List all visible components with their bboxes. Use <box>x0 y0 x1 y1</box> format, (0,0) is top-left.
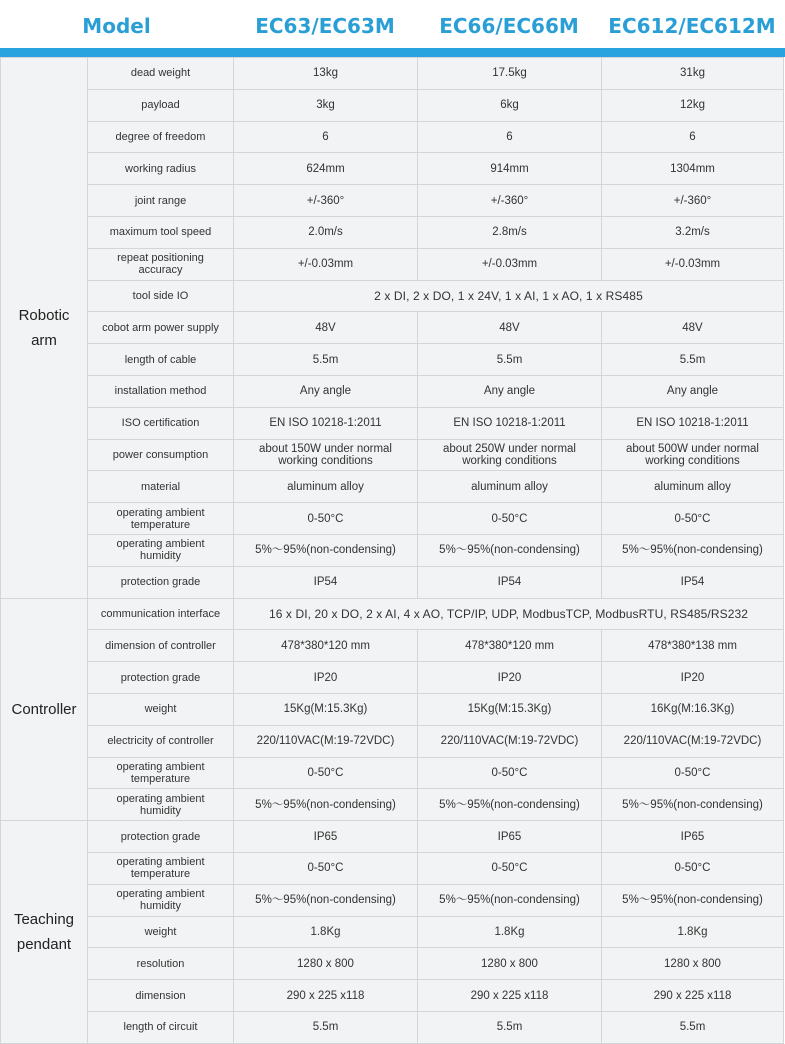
spec-label-operating-ambient-humidity <box>88 884 234 916</box>
spec-label-line: degree of freedom <box>115 130 206 143</box>
spec-value-model-3: IP20 <box>602 662 784 694</box>
spec-value-model-1: 0-50°C <box>234 757 418 789</box>
spec-value-model-3: 1304mm <box>602 153 784 185</box>
spec-label-line: humidity <box>140 804 181 817</box>
spec-value-model-3: 5%～95%(non-condensing) <box>602 884 784 916</box>
spec-value-model-3: 478*380*138 mm <box>602 630 784 662</box>
spec-label-line: resolution <box>136 957 185 970</box>
table-row <box>1 852 784 884</box>
spec-value-model-1: IP65 <box>234 821 418 853</box>
table-row <box>1 789 784 821</box>
spec-value-model-1: 0-50°C <box>234 852 418 884</box>
spec-value-model-3: 0-50°C <box>602 757 784 789</box>
spec-value-line: about 500W under normal <box>626 442 759 455</box>
header-accent-bar <box>0 48 785 57</box>
spec-label-material <box>88 471 234 503</box>
spec-value-model-3: IP65 <box>602 821 784 853</box>
spec-label-line: temperature <box>130 518 191 531</box>
spec-label-resolution <box>88 948 234 980</box>
spec-value-model-3: 5.5m <box>602 1011 784 1043</box>
spec-value-line: working conditions <box>645 454 740 467</box>
spec-value-model-1: 6 <box>234 121 418 153</box>
spec-value-model-2: 0-50°C <box>418 757 602 789</box>
spec-label-payload <box>88 89 234 121</box>
model-header: Model <box>82 14 151 38</box>
spec-value-model-3: +/-360° <box>602 185 784 217</box>
table-row <box>1 884 784 916</box>
spec-label-line: payload <box>141 99 180 112</box>
table-row <box>1 121 784 153</box>
spec-label-maximum-tool-speed <box>88 216 234 248</box>
table-row <box>1 821 784 853</box>
spec-value-model-2: 914mm <box>418 153 602 185</box>
spec-label-cobot-arm-power-supply <box>88 312 234 344</box>
table-row <box>1 375 784 407</box>
spec-label-line: communication interface <box>100 607 221 620</box>
spec-value-model-1: 1.8Kg <box>234 916 418 948</box>
spec-label-length-of-cable <box>88 344 234 376</box>
spec-value-model-3: 1.8Kg <box>602 916 784 948</box>
spec-label-operating-ambient-temperature <box>88 852 234 884</box>
spec-label-iso-certification <box>88 407 234 439</box>
spec-value-model-2: 5.5m <box>418 344 602 376</box>
table-row <box>1 693 784 725</box>
spec-label-joint-range <box>88 185 234 217</box>
spec-label-operating-ambient-humidity <box>88 534 234 566</box>
spec-value-model-2: 1.8Kg <box>418 916 602 948</box>
spec-value-model-1: 5.5m <box>234 344 418 376</box>
spec-value-model-3: aluminum alloy <box>602 471 784 503</box>
table-row <box>1 471 784 503</box>
spec-label-line: operating ambient <box>116 888 205 901</box>
table-row <box>1 916 784 948</box>
spec-value-merged: 16 x DI, 20 x DO, 2 x AI, 4 x AO, TCP/IP, UDP, ModbusTCP, ModbusRTU, RS485/RS232 <box>234 598 784 630</box>
spec-label-installation-method <box>88 375 234 407</box>
spec-label-line: length of circuit <box>123 1021 198 1034</box>
table-row <box>1 185 784 217</box>
spec-value-model-3: 48V <box>602 312 784 344</box>
spec-value-model-1: IP20 <box>234 662 418 694</box>
spec-value-model-2: 478*380*120 mm <box>418 630 602 662</box>
spec-value-model-2: 0-50°C <box>418 852 602 884</box>
spec-value-line: working conditions <box>278 454 373 467</box>
table-row <box>1 1011 784 1043</box>
spec-value-model-2: Any angle <box>418 375 602 407</box>
spec-label-protection-grade <box>88 662 234 694</box>
spec-value-model-1: +/-360° <box>234 185 418 217</box>
spec-value-model-1: IP54 <box>234 566 418 598</box>
table-row <box>1 598 784 630</box>
spec-label-line: accuracy <box>138 264 183 277</box>
spec-label-line: humidity <box>140 550 181 563</box>
spec-value-model-2: 1280 x 800 <box>418 948 602 980</box>
model-ec612-header: EC612/EC612M <box>608 14 776 38</box>
spec-label-weight <box>88 916 234 948</box>
spec-value-line: about 250W under normal <box>443 442 576 455</box>
spec-label-communication-interface <box>88 598 234 630</box>
table-row <box>1 534 784 566</box>
spec-label-length-of-circuit <box>88 1011 234 1043</box>
spec-label-tool-side-io <box>88 280 234 312</box>
spec-value-model-1 <box>234 439 418 471</box>
spec-value-merged: 2 x DI, 2 x DO, 1 x 24V, 1 x AI, 1 x AO, 1 x RS485 <box>234 280 784 312</box>
spec-value-model-3: Any angle <box>602 375 784 407</box>
spec-label-line: protection grade <box>120 671 201 684</box>
section-title-line: Robotic <box>18 306 70 324</box>
spec-label-line: maximum tool speed <box>109 226 212 239</box>
spec-value-model-2: aluminum alloy <box>418 471 602 503</box>
spec-value-model-1: +/-0.03mm <box>234 248 418 280</box>
spec-label-line: dimension <box>135 989 186 1002</box>
spec-value-model-2: IP65 <box>418 821 602 853</box>
spec-label-line: operating ambient <box>116 760 205 773</box>
table-row <box>1 980 784 1012</box>
spec-value-model-3: 5%～95%(non-condensing) <box>602 534 784 566</box>
spec-label-dimension-of-controller <box>88 630 234 662</box>
table-row <box>1 216 784 248</box>
table-row <box>1 439 784 471</box>
spec-label-power-consumption <box>88 439 234 471</box>
spec-label-line: operating ambient <box>116 506 205 519</box>
spec-label-line: working radius <box>125 162 196 175</box>
table-row <box>1 725 784 757</box>
table-row <box>1 948 784 980</box>
spec-label-line: temperature <box>130 868 191 881</box>
spec-value-model-2: 220/110VAC(M:19-72VDC) <box>418 725 602 757</box>
spec-value-model-2: 48V <box>418 312 602 344</box>
spec-value-model-3: 1280 x 800 <box>602 948 784 980</box>
spec-label-working-radius <box>88 153 234 185</box>
spec-value-model-2: 15Kg(M:15.3Kg) <box>418 693 602 725</box>
spec-value-model-3: 16Kg(M:16.3Kg) <box>602 693 784 725</box>
table-row <box>1 153 784 185</box>
spec-value-model-3: +/-0.03mm <box>602 248 784 280</box>
spec-label-line: protection grade <box>120 830 201 843</box>
spec-value-model-1: 48V <box>234 312 418 344</box>
spec-label-line: ISO certification <box>121 417 200 430</box>
spec-label-line: tool side IO <box>132 289 189 302</box>
spec-label-line: joint range <box>134 194 187 207</box>
spec-value-model-2: 5%～95%(non-condensing) <box>418 884 602 916</box>
spec-value-model-1: 0-50°C <box>234 503 418 535</box>
table-row <box>1 248 784 280</box>
spec-value-model-3: 3.2m/s <box>602 216 784 248</box>
spec-value-model-1: 3kg <box>234 89 418 121</box>
spec-value-model-2: EN ISO 10218-1:2011 <box>418 407 602 439</box>
spec-value-model-2: 290 x 225 x118 <box>418 980 602 1012</box>
spec-label-operating-ambient-humidity <box>88 789 234 821</box>
spec-value-model-2 <box>418 439 602 471</box>
spec-label-line: installation method <box>114 385 207 398</box>
spec-value-model-1: 478*380*120 mm <box>234 630 418 662</box>
spec-label-line: dead weight <box>130 67 191 80</box>
spec-value-model-3: 0-50°C <box>602 852 784 884</box>
spec-label-operating-ambient-temperature <box>88 503 234 535</box>
table-row <box>1 58 784 90</box>
spec-value-model-1: 1280 x 800 <box>234 948 418 980</box>
spec-label-line: power consumption <box>112 448 209 461</box>
table-row <box>1 312 784 344</box>
spec-label-line: weight <box>144 925 177 938</box>
spec-value-model-1: 5%～95%(non-condensing) <box>234 789 418 821</box>
table-row <box>1 89 784 121</box>
table-row <box>1 630 784 662</box>
spec-label-line: electricity of controller <box>107 735 214 748</box>
table-row <box>1 280 784 312</box>
spec-value-model-1: Any angle <box>234 375 418 407</box>
spec-value-model-3: 12kg <box>602 89 784 121</box>
spec-label-line: weight <box>144 703 177 716</box>
table-row <box>1 566 784 598</box>
spec-value-model-2: 6 <box>418 121 602 153</box>
spec-label-line: dimension of controller <box>105 639 216 652</box>
section-title-line: Controller <box>11 700 77 718</box>
spec-value-model-1: aluminum alloy <box>234 471 418 503</box>
spec-label-line: temperature <box>130 772 191 785</box>
spec-value-model-1: 13kg <box>234 58 418 90</box>
spec-value-model-1: 5.5m <box>234 1011 418 1043</box>
section-title-line: Teaching <box>13 910 75 928</box>
spec-label-line: protection grade <box>120 576 201 589</box>
spec-value-model-3: 31kg <box>602 58 784 90</box>
spec-value-model-1: 5%～95%(non-condensing) <box>234 884 418 916</box>
table-row <box>1 757 784 789</box>
spec-label-dead-weight <box>88 58 234 90</box>
spec-table <box>0 57 784 1044</box>
table-row <box>1 503 784 535</box>
spec-label-line: length of cable <box>124 353 197 366</box>
spec-value-line: working conditions <box>462 454 557 467</box>
spec-value-model-3: 0-50°C <box>602 503 784 535</box>
spec-label-line: cobot arm power supply <box>102 321 219 334</box>
section-title-line: arm <box>31 331 57 349</box>
spec-value-model-1: 624mm <box>234 153 418 185</box>
spec-value-model-2: 6kg <box>418 89 602 121</box>
table-row <box>1 344 784 376</box>
section-title-line: pendant <box>16 935 72 953</box>
spec-label-line: operating ambient <box>116 792 205 805</box>
spec-value-model-2: 5%～95%(non-condensing) <box>418 789 602 821</box>
spec-value-model-2: IP20 <box>418 662 602 694</box>
spec-value-model-2: 17.5kg <box>418 58 602 90</box>
spec-label-line: humidity <box>140 900 181 913</box>
spec-value-model-1: 220/110VAC(M:19-72VDC) <box>234 725 418 757</box>
spec-label-line: material <box>140 480 181 493</box>
spec-label-electricity-of-controller <box>88 725 234 757</box>
spec-label-repeat-positioning-accuracy <box>88 248 234 280</box>
spec-value-model-3: 6 <box>602 121 784 153</box>
spec-value-model-2: +/-0.03mm <box>418 248 602 280</box>
table-row <box>1 662 784 694</box>
spec-label-protection-grade <box>88 821 234 853</box>
spec-label-line: operating ambient <box>116 538 205 551</box>
spec-value-line: about 150W under normal <box>259 442 392 455</box>
spec-value-model-1: 290 x 225 x118 <box>234 980 418 1012</box>
spec-value-model-3: 220/110VAC(M:19-72VDC) <box>602 725 784 757</box>
spec-value-model-2: 0-50°C <box>418 503 602 535</box>
spec-value-model-2: 2.8m/s <box>418 216 602 248</box>
spec-label-degree-of-freedom <box>88 121 234 153</box>
spec-value-model-3: 5.5m <box>602 344 784 376</box>
spec-value-model-3: IP54 <box>602 566 784 598</box>
section-title-controller <box>1 598 88 821</box>
table-header <box>0 0 785 50</box>
spec-value-model-3: EN ISO 10218-1:2011 <box>602 407 784 439</box>
spec-value-model-1: 5%～95%(non-condensing) <box>234 534 418 566</box>
spec-label-dimension <box>88 980 234 1012</box>
section-title-teaching-pendant <box>1 821 88 1044</box>
spec-value-model-2: 5.5m <box>418 1011 602 1043</box>
spec-label-weight <box>88 693 234 725</box>
spec-value-model-2: IP54 <box>418 566 602 598</box>
spec-label-protection-grade <box>88 566 234 598</box>
spec-value-model-1: 15Kg(M:15.3Kg) <box>234 693 418 725</box>
spec-label-line: operating ambient <box>116 856 205 869</box>
spec-value-model-3: 290 x 225 x118 <box>602 980 784 1012</box>
model-ec66-header: EC66/EC66M <box>439 14 579 38</box>
spec-value-model-3: 5%～95%(non-condensing) <box>602 789 784 821</box>
spec-label-line: repeat positioning <box>117 252 204 265</box>
spec-label-operating-ambient-temperature <box>88 757 234 789</box>
spec-value-model-3 <box>602 439 784 471</box>
spec-value-model-1: EN ISO 10218-1:2011 <box>234 407 418 439</box>
spec-value-model-1: 2.0m/s <box>234 216 418 248</box>
table-row <box>1 407 784 439</box>
spec-value-model-2: 5%～95%(non-condensing) <box>418 534 602 566</box>
section-title-robotic-arm <box>1 58 88 599</box>
model-ec63-header: EC63/EC63M <box>255 14 395 38</box>
spec-value-model-2: +/-360° <box>418 185 602 217</box>
